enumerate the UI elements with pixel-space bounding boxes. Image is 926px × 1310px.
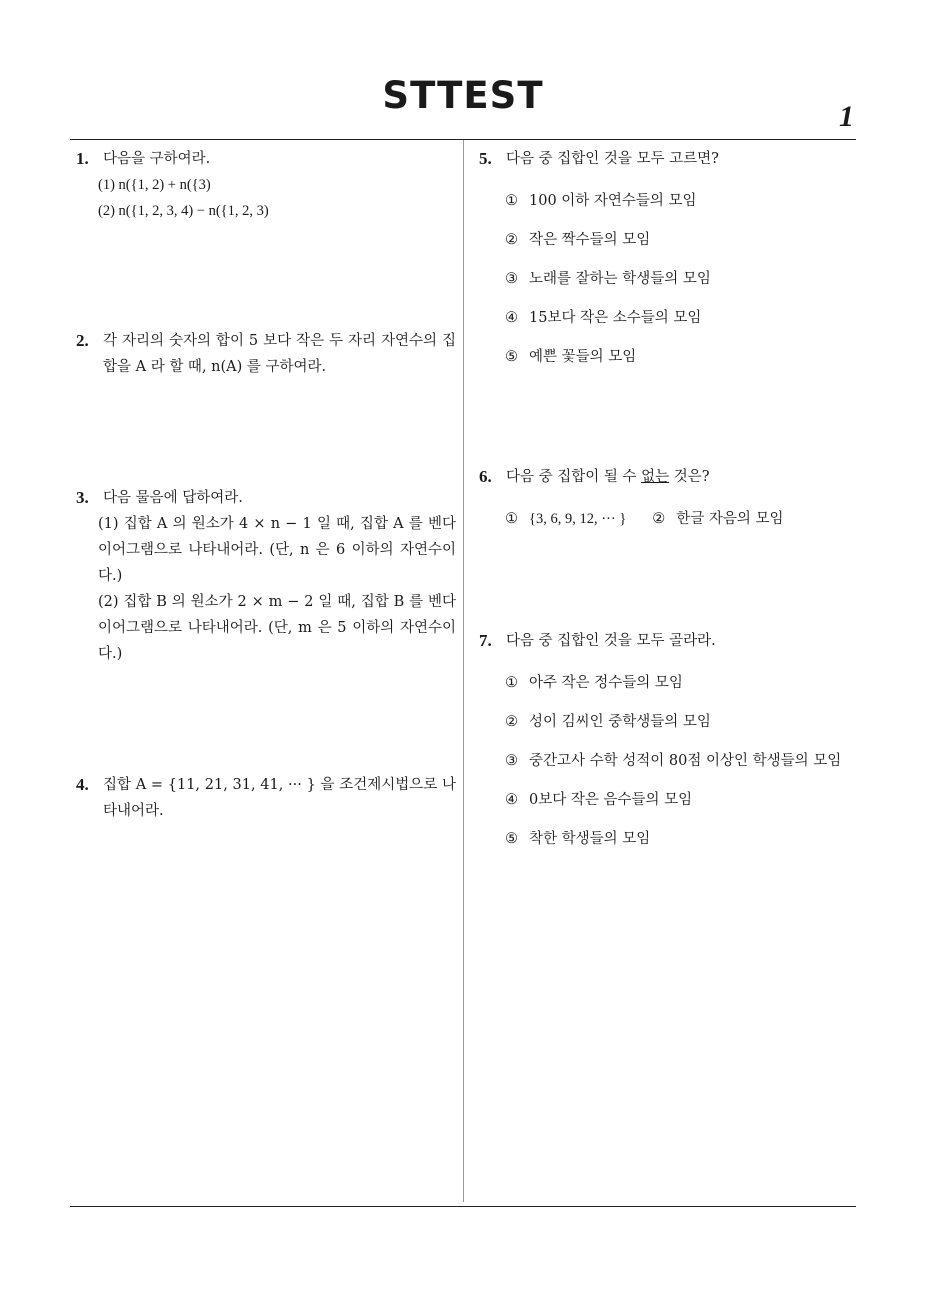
question-text: 다음을 구하여라. (103, 151, 211, 167)
question-number: 5. (479, 149, 492, 168)
choice-text: 예쁜 꽃들의 모임 (529, 349, 637, 365)
question-3 (76, 485, 456, 667)
question-text-after: 것은? (669, 469, 710, 485)
question-text: 다음 물음에 답하여라. (103, 490, 243, 506)
choice-item (505, 227, 854, 253)
choice-mark: ③ (505, 271, 518, 287)
question-2 (76, 328, 456, 380)
choice-item (505, 344, 854, 370)
question-number: 7. (479, 631, 492, 650)
choice-item (505, 787, 854, 813)
choice-text: 작은 짝수들의 모임 (529, 232, 651, 248)
question-number: 4. (76, 775, 89, 794)
choice-text: 노래를 잘하는 학생들의 모임 (529, 271, 711, 287)
choice-mark: ① (505, 193, 518, 209)
choice-text: 착한 학생들의 모임 (529, 831, 651, 847)
choice-item (505, 826, 854, 852)
choice-list (479, 506, 854, 545)
question-text (506, 464, 854, 490)
choice-mark: ① (505, 511, 518, 527)
sub-question-2: (2) 집합 B 의 원소가 2 × m − 2 일 때, 집합 B 를 벤다이어그램으로 나타내어라. (단, m 은 5 이하의 자연수이다.) (98, 594, 456, 662)
question-5 (479, 146, 854, 383)
choice-text: 15보다 작은 소수들의 모임 (529, 310, 702, 326)
choice-text: 아주 작은 정수들의 모임 (529, 675, 683, 691)
choice-item (652, 506, 783, 532)
column-divider (463, 140, 464, 1202)
choice-list (479, 670, 854, 852)
choice-text: 한글 자음의 모임 (676, 511, 784, 527)
question-6 (479, 464, 854, 545)
choice-mark: ② (505, 714, 518, 730)
question-text: 집합 A = {11, 21, 31, 41, ··· } 을 조건제시법으로 나타내어라. (103, 777, 456, 819)
footer-rule (70, 1206, 856, 1207)
choice-item (505, 709, 854, 735)
choice-text: {3, 6, 9, 12, ··· } (529, 511, 627, 527)
page-title: STTEST (382, 74, 544, 117)
question-text-before: 다음 중 집합이 될 수 (506, 469, 642, 485)
page-number: 1 (839, 100, 854, 133)
choice-mark: ② (652, 511, 666, 527)
question-number: 2. (76, 331, 89, 350)
sub-question-1: (1) n({1, 2) + n({3) (98, 177, 211, 193)
choice-list (479, 188, 854, 370)
choice-mark: ④ (505, 310, 518, 326)
choice-item (505, 748, 854, 774)
choice-text: 0보다 작은 음수들의 모임 (529, 792, 693, 808)
underlined-word: 없는 (641, 469, 670, 485)
choice-mark: ③ (505, 753, 518, 769)
choice-mark: ① (505, 675, 518, 691)
choice-text: 중간고사 수학 성적이 80점 이상인 학생들의 모임 (529, 753, 842, 769)
choice-mark: ④ (505, 792, 518, 808)
question-text: 다음 중 집합인 것을 모두 고르면? (506, 151, 719, 167)
question-number: 6. (479, 467, 492, 486)
sub-question-1: (1) 집합 A 의 원소가 4 × n − 1 일 때, 집합 A 를 벤다이어그램으로 나타내어라. (단, n 은 6 이하의 자연수이다.) (98, 516, 456, 584)
choice-mark: ⑤ (505, 349, 518, 365)
sub-question-2: (2) n({1, 2, 3, 4) − n({1, 2, 3) (98, 203, 269, 219)
choice-item (505, 188, 854, 214)
question-number: 1. (76, 149, 89, 168)
question-4 (76, 772, 456, 824)
choice-mark: ⑤ (505, 831, 518, 847)
choice-item (505, 266, 854, 292)
choice-item (505, 506, 626, 532)
question-number: 3. (76, 488, 89, 507)
question-7 (479, 628, 854, 865)
choice-item (505, 670, 854, 696)
question-1 (76, 146, 456, 224)
choice-item (505, 305, 854, 331)
choice-text: 성이 김씨인 중학생들의 모임 (529, 714, 711, 730)
choice-mark: ② (505, 232, 518, 248)
choice-text: 100 이하 자연수들의 모임 (529, 193, 697, 209)
question-text: 다음 중 집합인 것을 모두 골라라. (506, 633, 716, 649)
question-text: 각 자리의 숫자의 합이 5 보다 작은 두 자리 자연수의 집합을 A 라 할 때, n(A) 를 구하여라. (103, 333, 456, 375)
